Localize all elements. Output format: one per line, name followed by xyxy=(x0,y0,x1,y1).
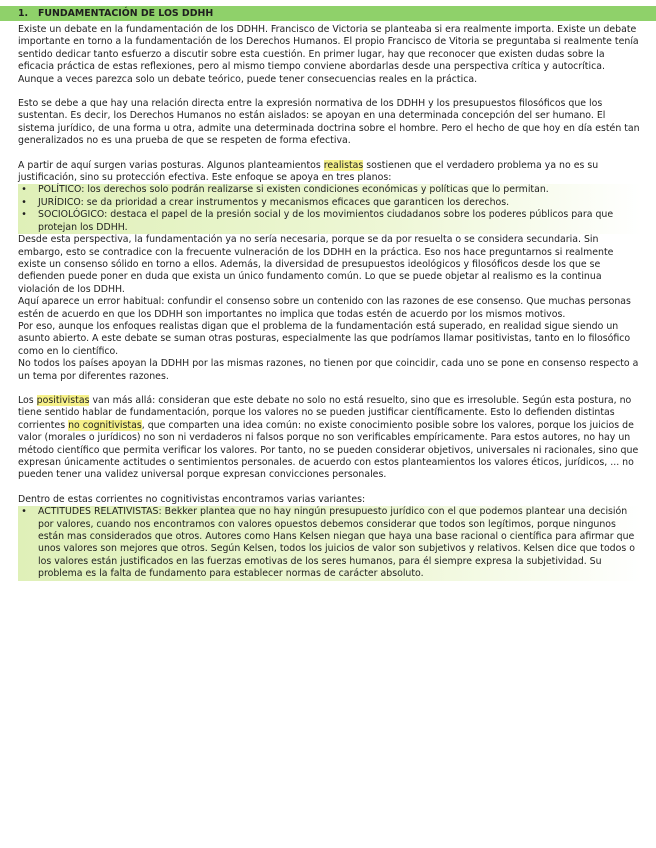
paragraph-variants-intro: Dentro de estas corrientes no cognitivistas encontramos varias variantes: xyxy=(18,493,366,505)
variants-list xyxy=(18,506,642,580)
planes-list xyxy=(18,184,642,234)
text-span: sostienen que el verdadero problema ya no es su justificación, sino su protección efectiva. Este enfoque se apoya en tres planos: xyxy=(18,159,599,184)
item-text: : los derechos solo podrán realizarse si existen condiciones económicas y políticas que lo permitan. xyxy=(81,184,549,196)
text-span: van más allá: consideran que este debate no solo no está resuelto, sino que es irresoluble. Según esta postura, no tiene sentido hablar de fundamentación, porque los valores no se pueden justificar científicamente. Esto lo defienden distintas corrientes xyxy=(18,394,632,431)
paragraph-open-issue: Por eso, aunque los enfoques realistas digan que el problema de la fundamentación está superado, en realidad sigue siendo un asunto abierto. A este debate se suman otras posturas, especialmente las que podríamos llamar positivistas, tanto en lo filosófico como en lo científico. xyxy=(18,320,631,357)
highlight-positivistas: positivistas xyxy=(36,394,90,406)
section-heading xyxy=(0,6,656,21)
bullet-icon: • xyxy=(21,196,27,208)
term-label: SOCIOLÓGICO xyxy=(38,209,105,221)
section-number: 1. xyxy=(18,8,29,19)
paragraph-positivists xyxy=(18,395,642,482)
text-span: A partir de aquí surgen varias posturas. Algunos planteamientos xyxy=(18,159,324,171)
text-span: Los xyxy=(18,394,37,406)
highlight-realistas: realistas xyxy=(323,159,364,171)
list-item-politico xyxy=(18,184,642,196)
section-title: FUNDAMENTACIÓN DE LOS DDHH xyxy=(38,8,214,19)
paragraph-fundamentation-unnecessary: Desde esta perspectiva, la fundamentación ya no sería necesaria, porque se da por resuelta o se considera secundaria. Sin embargo, esto se contradice con la frecuente vulneración de los DDHH en la práctica. Eso nos hace preguntarnos si realmente existe un consenso sólido en torno a ellos. Además, la diversidad de presupuestos ideológicos y filosóficos desde los que se defienden puede poner en duda que exista un único fundamento común. Lo que se puede objetar al realismo es la continua violación de los DDHH. xyxy=(18,234,614,295)
term-label: ACTITUDES RELATIVISTAS xyxy=(38,506,159,518)
bullet-icon: • xyxy=(21,184,27,196)
list-item-actitudes-relativistas xyxy=(18,506,642,580)
item-text: : se da prioridad a crear instrumentos y mecanismos eficaces que garanticen los derechos. xyxy=(80,196,510,208)
paragraph-countries-reasons: No todos los países apoyan la DDHH por las mismas razones, no tienen por que coincidir, cada uno se pone en consenso respecto a un tema por diferentes razones. xyxy=(18,358,639,382)
paragraph-normative-relation: Esto se debe a que hay una relación directa entre la expresión normativa de los DDHH y los presupuestos filosóficos que los sustentan. Es decir, los Derechos Humanos no están aislados: se apoyan en una determinada concepción del ser humano. El sistema jurídico, de una forma u otra, admite una determinada doctrina sobre el hombre. Pero el hecho de que hoy en día estén tan generalizados no es una prueba de que se respeten de forma efectiva. xyxy=(18,98,640,147)
list-item-sociologico xyxy=(18,209,642,234)
term-label: JURÍDICO xyxy=(38,196,81,208)
text-span: , que comparten una idea común: no existe conocimiento posible sobre los valores, porque los juicios de valor (morales o jurídicos) no son ni verdaderos ni falsos porque no son verificables empíricamente. Para estos autores, no hay un método científico que permita verificar los valores. Por tanto, no se pueden considerar objetivos, universales ni racionales, sino que expresan únicamente actitudes o sentimientos personales. de acuerdo con estos planteamientos los valores éticos, jurídicos, ... no pueden tener una validez universal porque expresan convicciones personales. xyxy=(18,419,639,481)
item-text: : destaca el papel de la presión social y de los movimientos ciudadanos sobre los poderes públicos para que protejan los DDHH. xyxy=(38,209,614,233)
term-label: POLÍTICO xyxy=(38,184,82,196)
list-item-juridico xyxy=(18,197,642,209)
bullet-icon: • xyxy=(21,506,27,518)
item-text: : Bekker plantea que no hay ningún presupuesto jurídico con el que podemos plantear una decisión por valores, cuando nos encontramos con valores opuestos debemos considerar que todos son legítimos, porque ningunos están mas considerados que otros. Autores como Hans Kelsen niegan que haya una base racional o científica para afirmar que unos valores son mejores que otros. Según Kelsen, todos los juicios de valor son subjetivos y relativos. Kelsen dice que todos o los valores están justificados en las fuerzas emotivas de los seres humanos, para él siempre expresa la subjetividad. Su problema es la falta de fundamento para establecer normas de carácter absoluto. xyxy=(38,506,635,580)
paragraph-intro: Existe un debate en la fundamentación de los DDHH. Francisco de Victoria se planteaba si era realmente importa. Existe un debate importante en torno a la fundamentación de los Derechos Humanos. El propio Francisco de Vitoria se preguntaba si realmente tenía sentido dedicar tanto esfuerzo a discutir sobre esta cuestión. En primer lugar, hay que reconocer que existen dudas sobre la eficacia práctica de estas reflexiones, pero al mismo tiempo conviene abordarlas desde una perspectiva crítica y autocrítica. Aunque a veces parezca solo un debate teórico, puede tener consecuencias reales en la práctica. xyxy=(18,24,639,85)
paragraph-habitual-error: Aquí aparece un error habitual: confundir el consenso sobre un contenido con las razones de ese consenso. Que muchas personas estén de acuerdo en que los DDHH son importantes no implica que todas estén de acuerdo por los mismos motivos. xyxy=(18,296,631,320)
bullet-icon: • xyxy=(21,209,27,221)
paragraph-realist-postures xyxy=(18,160,642,185)
highlight-no-cognitivistas: no cognitivistas xyxy=(68,419,142,431)
